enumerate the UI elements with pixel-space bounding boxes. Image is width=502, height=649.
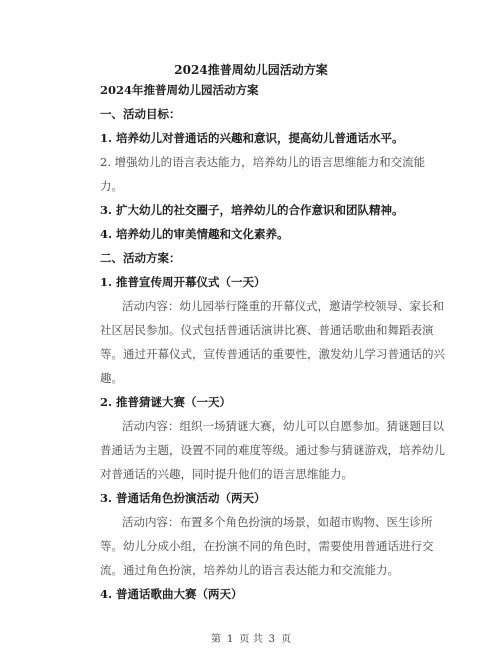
goal-item-1: 1. 培养幼儿对普通话的兴趣和意识，提高幼儿普通话水平。: [100, 131, 404, 145]
activity-1-line-3: 等。通过开幕仪式，宣传普通话的重要性，激发幼儿学习普通话的兴: [100, 347, 445, 361]
activity-3-line-3: 流。通过角色扮演，培养幼儿的语言表达能力和交流能力。: [100, 563, 399, 577]
section-heading-plan: 二、活动方案：: [100, 251, 181, 265]
activity-heading-2: 2. 推普猜谜大赛（一天）: [100, 395, 232, 409]
activity-2-line-3: 对普通话的兴趣，同时提升他们的语言思维能力。: [100, 467, 353, 481]
activity-heading-3: 3. 普通话角色扮演活动（两天）: [100, 491, 266, 505]
goal-item-2: 2. 增强幼儿的语言表达能力，培养幼儿的语言思维能力和交流能: [100, 155, 426, 169]
activity-3-line-1: 活动内容：布置多个角色扮演的场景，如超市购物、医生诊所: [122, 515, 433, 529]
footer-suffix: 页: [280, 634, 291, 645]
document-subtitle: 2024年推普周幼儿园活动方案: [100, 83, 259, 97]
activity-1-line-1: 活动内容：幼儿园举行隆重的开幕仪式，邀请学校领导、家长和: [122, 299, 444, 313]
page-footer: [0, 633, 502, 647]
activity-1-line-2: 社区居民参加。仪式包括普通话演讲比赛、普通话歌曲和舞蹈表演: [100, 323, 434, 337]
section-heading-goals: 一、活动目标：: [100, 107, 181, 121]
activity-3-line-2: 等。幼儿分成小组，在扮演不同的角色时，需要使用普通话进行交: [100, 539, 434, 553]
goal-item-4: 4. 培养幼儿的审美情趣和文化素养。: [100, 227, 289, 241]
footer-middle: 页 共: [239, 634, 263, 645]
activity-1-line-4: 趣。: [100, 371, 123, 385]
activity-heading-1: 1. 推普宣传周开幕仪式（一天）: [100, 275, 266, 289]
goal-item-3: 3. 扩大幼儿的社交圈子，培养幼儿的合作意识和团队精神。: [100, 203, 404, 217]
activity-2-line-1: 活动内容：组织一场猜谜大赛，幼儿可以自愿参加。猜谜题目以: [122, 419, 444, 433]
activity-2-line-2: 普通话为主题，设置不同的难度等级。通过参与猜谜游戏，培养幼儿: [100, 443, 445, 457]
footer-page-number: 1: [227, 634, 234, 645]
goal-item-2-continued: 力。: [100, 179, 123, 193]
document-title: 2024推普周幼儿园活动方案: [174, 63, 328, 77]
footer-total-pages: 3: [268, 634, 275, 645]
footer-prefix: 第: [211, 634, 222, 645]
activity-heading-4: 4. 普通话歌曲大赛（两天）: [100, 587, 243, 601]
